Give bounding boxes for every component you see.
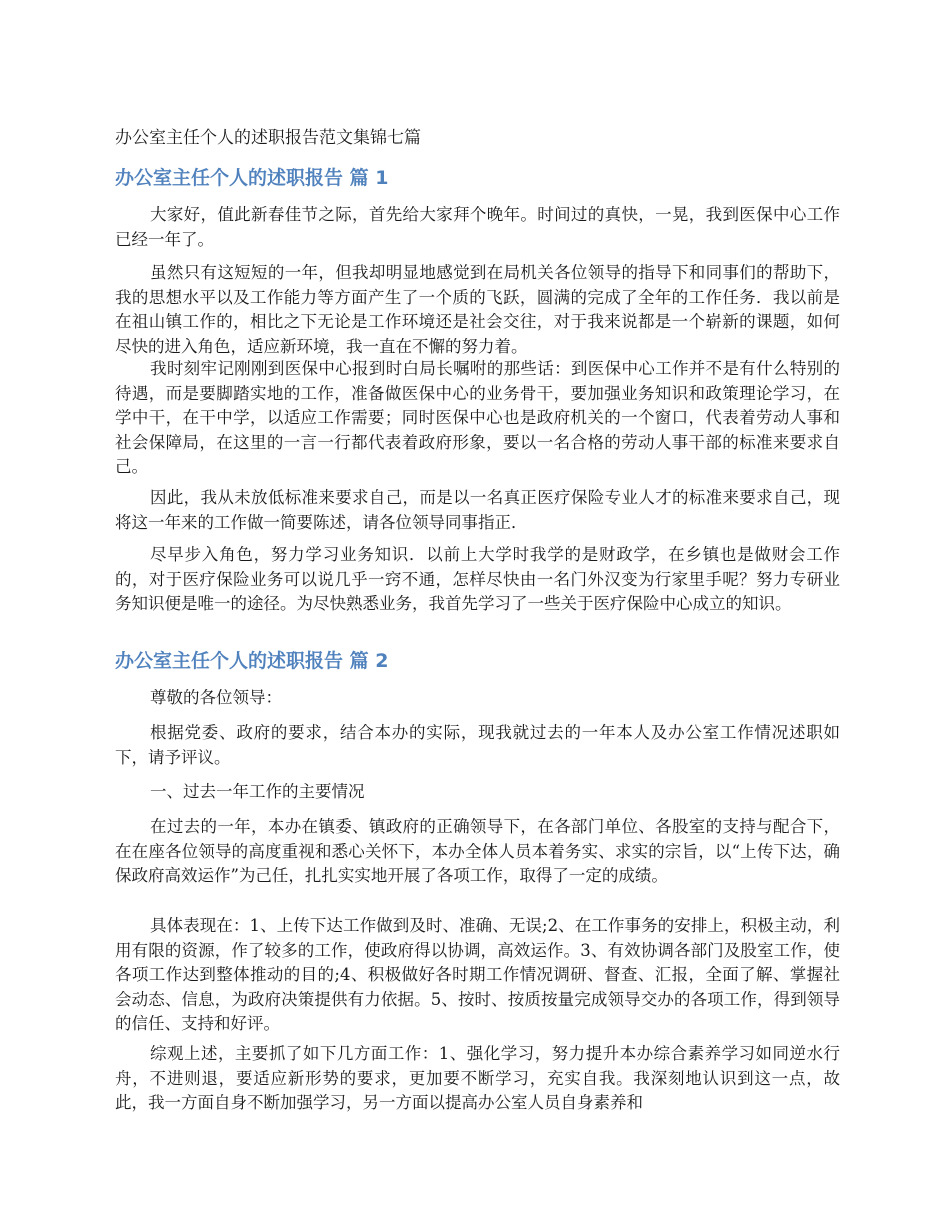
paragraph: 综观上述，主要抓了如下几方面工作：1、强化学习，努力提升本办综合素养学习如同逆水行舟，不进则退，要适应新形势的要求，更加要不断学习，充实自我。我深刻地认识到这一点，故此，我一方面自身不断加强学习，另一方面以提高办公室人员自身素养和 <box>115 1044 840 1112</box>
paragraph: 尽早步入角色，努力学习业务知识．以前上大学时我学的是财政学，在乡镇也是做财会工作的，对于医疗保险业务可以说几乎一窍不通，怎样尽快由一名门外汉变为行家里手呢？努力专研业务知识便是唯一的途径。为尽快熟悉业务，我首先学习了一些关于医疗保险中心成立的知识。 <box>115 545 840 613</box>
paragraph: 因此，我从未放低标准来要求自己，而是以一名真正医疗保险专业人才的标准来要求自己，现将这一年来的工作做一简要陈述，请各位领导同事指正． <box>115 488 840 532</box>
section-heading-1: 办公室主任个人的述职报告 篇 1 <box>115 167 389 189</box>
paragraph: 一、过去一年工作的主要情况 <box>150 782 365 801</box>
paragraph: 大家好，值此新春佳节之际，首先给大家拜个晚年。时间过的真快，一晃，我到医保中心工作已经一年了。 <box>115 205 840 249</box>
section-heading-2: 办公室主任个人的述职报告 篇 2 <box>115 650 389 672</box>
paragraph: 根据党委、政府的要求，结合本办的实际，现我就过去的一年本人及办公室工作情况述职如下，请予评议。 <box>115 723 840 767</box>
paragraph: 在过去的一年，本办在镇委、镇政府的正确领导下，在各部门单位、各股室的支持与配合下，在在座各位领导的高度重视和悉心关怀下，本办全体人员本着务实、求实的宗旨，以“上传下达，确保政府高效运作”为己任，扎扎实实地开展了各项工作，取得了一定的成绩。 <box>115 817 840 885</box>
paragraph: 具体表现在：1、上传下达工作做到及时、准确、无误;2、在工作事务的安排上，积极主动，利用有限的资源，作了较多的工作，使政府得以协调，高效运作。3、有效协调各部门及股室工作，使各项工作达到整体推动的目的;4、积极做好各时期工作情况调研、督查、汇报，全面了解、掌握社会动态、信息，为政府决策提供有力依据。5、按时、按质按量完成领导交办的各项工作，得到领导的信任、支持和好评。 <box>115 916 840 1033</box>
paragraph: 虽然只有这短短的一年，但我却明显地感觉到在局机关各位领导的指导下和同事们的帮助下，我的思想水平以及工作能力等方面产生了一个质的飞跃，圆满的完成了全年的工作任务．我以前是在祖山镇工作的，相比之下无论是工作环境还是社会交往，对于我来说都是一个崭新的课题，如何尽快的进入角色，适应新环境，我一直在不懈的努力着。 <box>115 263 840 356</box>
paragraph: 尊敬的各位领导： <box>150 688 282 707</box>
paragraph: 我时刻牢记刚刚到医保中心报到时白局长嘱咐的那些话：到医保中心工作并不是有什么特别的待遇，而是要脚踏实地的工作，准备做医保中心的业务骨干，要加强业务知识和政策理论学习，在学中干，在干中学，以适应工作需要；同时医保中心也是政府机关的一个窗口，代表着劳动人事和社会保障局，在这里的一言一行都代表着政府形象，要以一名合格的劳动人事干部的标准来要求自己。 <box>115 359 840 476</box>
document-title: 办公室主任个人的述职报告范文集锦七篇 <box>115 128 421 148</box>
